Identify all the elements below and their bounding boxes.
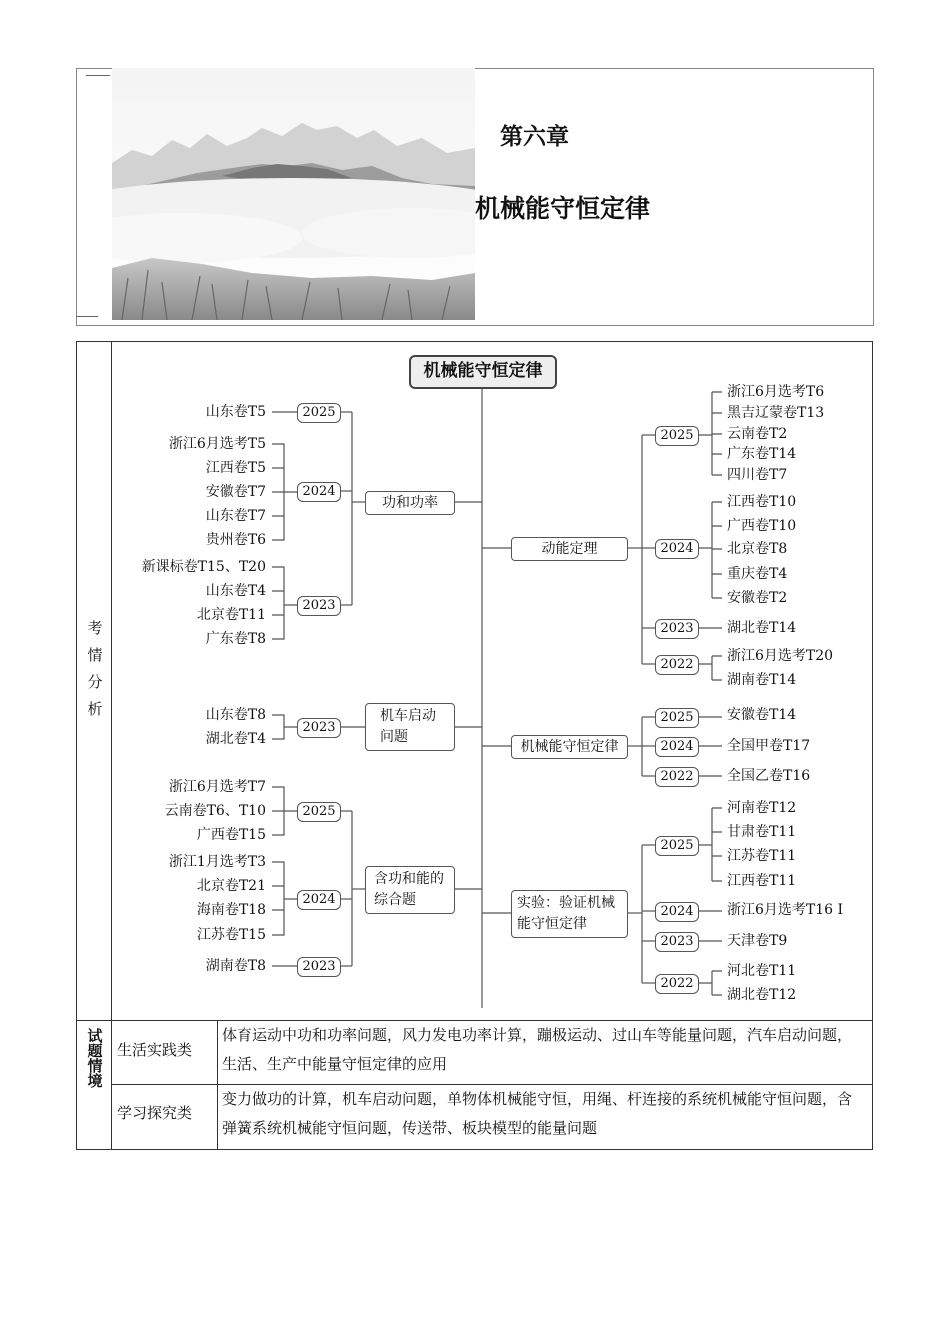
paper-item: 浙江6月选考T5: [168, 436, 266, 452]
paper-item: 甘肃卷T11: [727, 824, 797, 840]
paper-item: 重庆卷T4: [727, 566, 788, 582]
paper-item: 北京卷T21: [196, 878, 266, 894]
year-tag: 2023: [297, 596, 341, 616]
paper-item: 江西卷T10: [727, 494, 797, 510]
row-category: 生活实践类: [117, 1041, 193, 1059]
paper-item: 广东卷T14: [727, 446, 797, 462]
paper-item: 山东卷T7: [205, 508, 266, 524]
paper-item: 广西卷T15: [196, 827, 266, 843]
year-tag: 2023: [655, 932, 699, 952]
year-tag: 2023: [297, 957, 341, 977]
chapter-title: 机械能守恒定律: [475, 194, 651, 223]
year-tag: 2022: [655, 767, 699, 787]
paper-item: 北京卷T8: [727, 541, 788, 557]
paper-item: 全国乙卷T16: [727, 768, 811, 784]
paper-item: 河北卷T11: [727, 963, 797, 979]
year-tag: 2025: [655, 836, 699, 856]
paper-item: 江苏卷T11: [727, 848, 797, 864]
paper-item: 云南卷T6、T10: [164, 803, 266, 819]
topic-conservation-law: 机械能守恒定律: [511, 735, 628, 759]
paper-item: 湖南卷T8: [205, 958, 266, 974]
year-tag: 2024: [655, 902, 699, 922]
paper-item: 湖北卷T14: [727, 620, 797, 636]
paper-item: 北京卷T11: [196, 607, 266, 623]
paper-item: 浙江6月选考T20: [727, 648, 834, 664]
paper-item: 安徽卷T14: [727, 707, 797, 723]
paper-item: 江西卷T11: [727, 873, 797, 889]
topic-locomotive-start: 机车启动问题: [365, 703, 455, 751]
paper-item: 四川卷T7: [727, 467, 788, 483]
year-tag: 2023: [297, 718, 341, 738]
paper-item: 山东卷T5: [205, 404, 266, 420]
paper-item: 海南卷T18: [196, 902, 266, 918]
paper-item: 安徽卷T7: [205, 484, 266, 500]
paper-item: 天津卷T9: [727, 933, 788, 949]
year-tag: 2022: [655, 655, 699, 675]
paper-item: 湖北卷T4: [205, 731, 266, 747]
paper-item: 云南卷T2: [727, 426, 788, 442]
paper-item: 贵州卷T6: [205, 532, 266, 548]
topic-kinetic-energy-theorem: 动能定理: [511, 537, 628, 561]
year-tag: 2025: [297, 403, 341, 423]
year-tag: 2025: [297, 802, 341, 822]
year-tag: 2023: [655, 619, 699, 639]
analysis-label-text: 考情分析: [85, 620, 104, 728]
paper-item: 江西卷T5: [205, 460, 266, 476]
year-tag: 2024: [297, 890, 341, 910]
topic-work-power: 功和功率: [365, 491, 455, 515]
chapter-number: 第六章: [500, 123, 569, 150]
paper-item: 浙江6月选考T16 Ⅰ: [727, 902, 844, 918]
paper-item: 广西卷T10: [727, 518, 797, 534]
paper-item: 广东卷T8: [205, 631, 266, 647]
paper-item: 湖南卷T14: [727, 672, 797, 688]
paper-item: 浙江6月选考T7: [168, 779, 266, 795]
year-tag: 2022: [655, 974, 699, 994]
row-content: 变力做功的计算，机车启动问题，单物体机械能守恒，用绳、杆连接的系统机械能守恒问题，含弹簧系统机械能守恒问题，传送带、板块模型的能量问题: [222, 1090, 853, 1137]
mindmap-root: 机械能守恒定律: [409, 355, 557, 389]
paper-item: 湖北卷T12: [727, 987, 797, 1003]
year-tag: 2024: [655, 539, 699, 559]
paper-item: 山东卷T8: [205, 707, 266, 723]
year-tag: 2025: [655, 708, 699, 728]
paper-item: 山东卷T4: [205, 583, 266, 599]
paper-item: 河南卷T12: [727, 800, 797, 816]
topic-work-energy-comprehensive: 含功和能的综合题: [365, 866, 455, 914]
paper-item: 浙江6月选考T6: [727, 384, 825, 400]
paper-item: 江苏卷T15: [196, 927, 266, 943]
row-content: 体育运动中功和功率问题，风力发电功率计算，蹦极运动、过山车等能量问题，汽车启动问题，生活、生产中能量守恒定律的应用: [222, 1026, 853, 1073]
row-category: 学习探究类: [117, 1104, 193, 1122]
topic-experiment: 实验：验证机械能守恒定律: [511, 890, 628, 938]
year-tag: 2024: [297, 482, 341, 502]
paper-item: 浙江1月选考T3: [168, 854, 266, 870]
paper-item: 全国甲卷T17: [727, 738, 811, 754]
paper-item: 新课标卷T15、T20: [141, 559, 266, 575]
year-tag: 2025: [655, 426, 699, 446]
paper-item: 安徽卷T2: [727, 590, 788, 606]
paper-item: 黑吉辽蒙卷T13: [727, 405, 825, 421]
situation-label-text: 试题情境: [85, 1028, 104, 1088]
year-tag: 2024: [655, 737, 699, 757]
